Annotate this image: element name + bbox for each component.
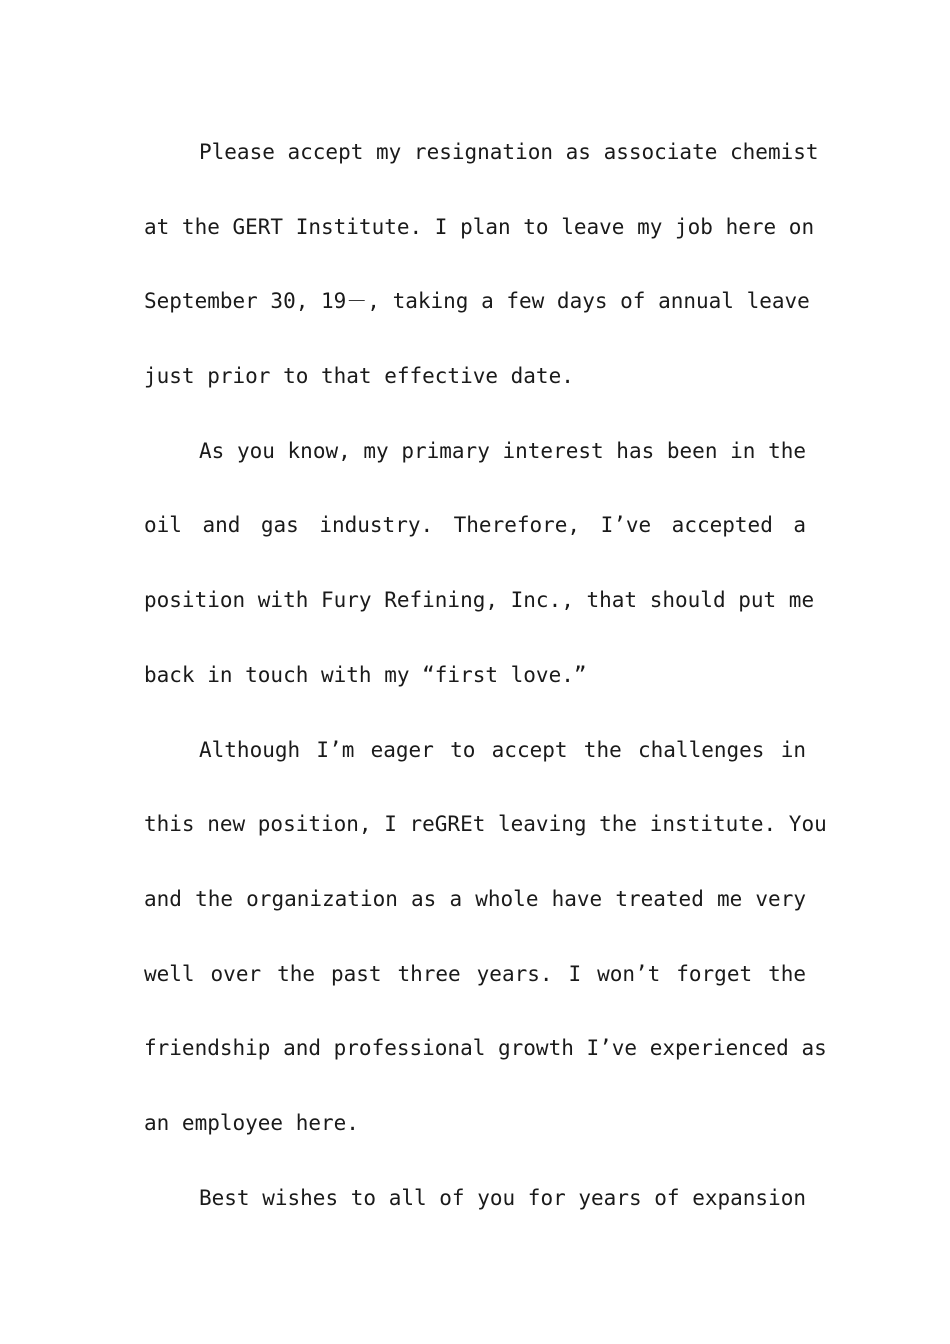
paragraph-3-line-2: this new position, I reGREt leaving the institute. You (144, 812, 827, 837)
paragraph-1-line-1: Please accept my resignation as associate chemist (199, 140, 819, 164)
paragraph-3-line-5: friendship and professional growth I’ve experienced as (144, 1036, 827, 1061)
paragraph-3-line-3: and the organization as a whole have treated me very (144, 886, 806, 911)
paragraph-4-line-1: Best wishes to all of you for years of expansion (199, 1185, 806, 1210)
paragraph-1-line-2: at the GERT Institute. I plan to leave my job here on (144, 214, 815, 239)
paragraph-1-line-4: just prior to that effective date. (144, 364, 574, 389)
letter-body (144, 133, 827, 1253)
paragraph-3-line-1: Although I’m eager to accept the challenges in (199, 737, 806, 762)
paragraph-3-line-6: an employee here. (144, 1110, 359, 1135)
paragraph-2-line-4: back in touch with my “first love.” (144, 662, 587, 687)
paragraph-2-line-3: position with Fury Refining, Inc., that should put me (144, 588, 815, 613)
paragraph-1-line-3: September 30, 19－, taking a few days of annual leave (144, 289, 810, 314)
paragraph-3-line-4: well over the past three years. I won’t forget the (144, 961, 806, 986)
paragraph-2-line-2: oil and gas industry. Therefore, I’ve accepted a (144, 513, 806, 538)
paragraph-2-line-1: As you know, my primary interest has been in the (199, 438, 806, 463)
